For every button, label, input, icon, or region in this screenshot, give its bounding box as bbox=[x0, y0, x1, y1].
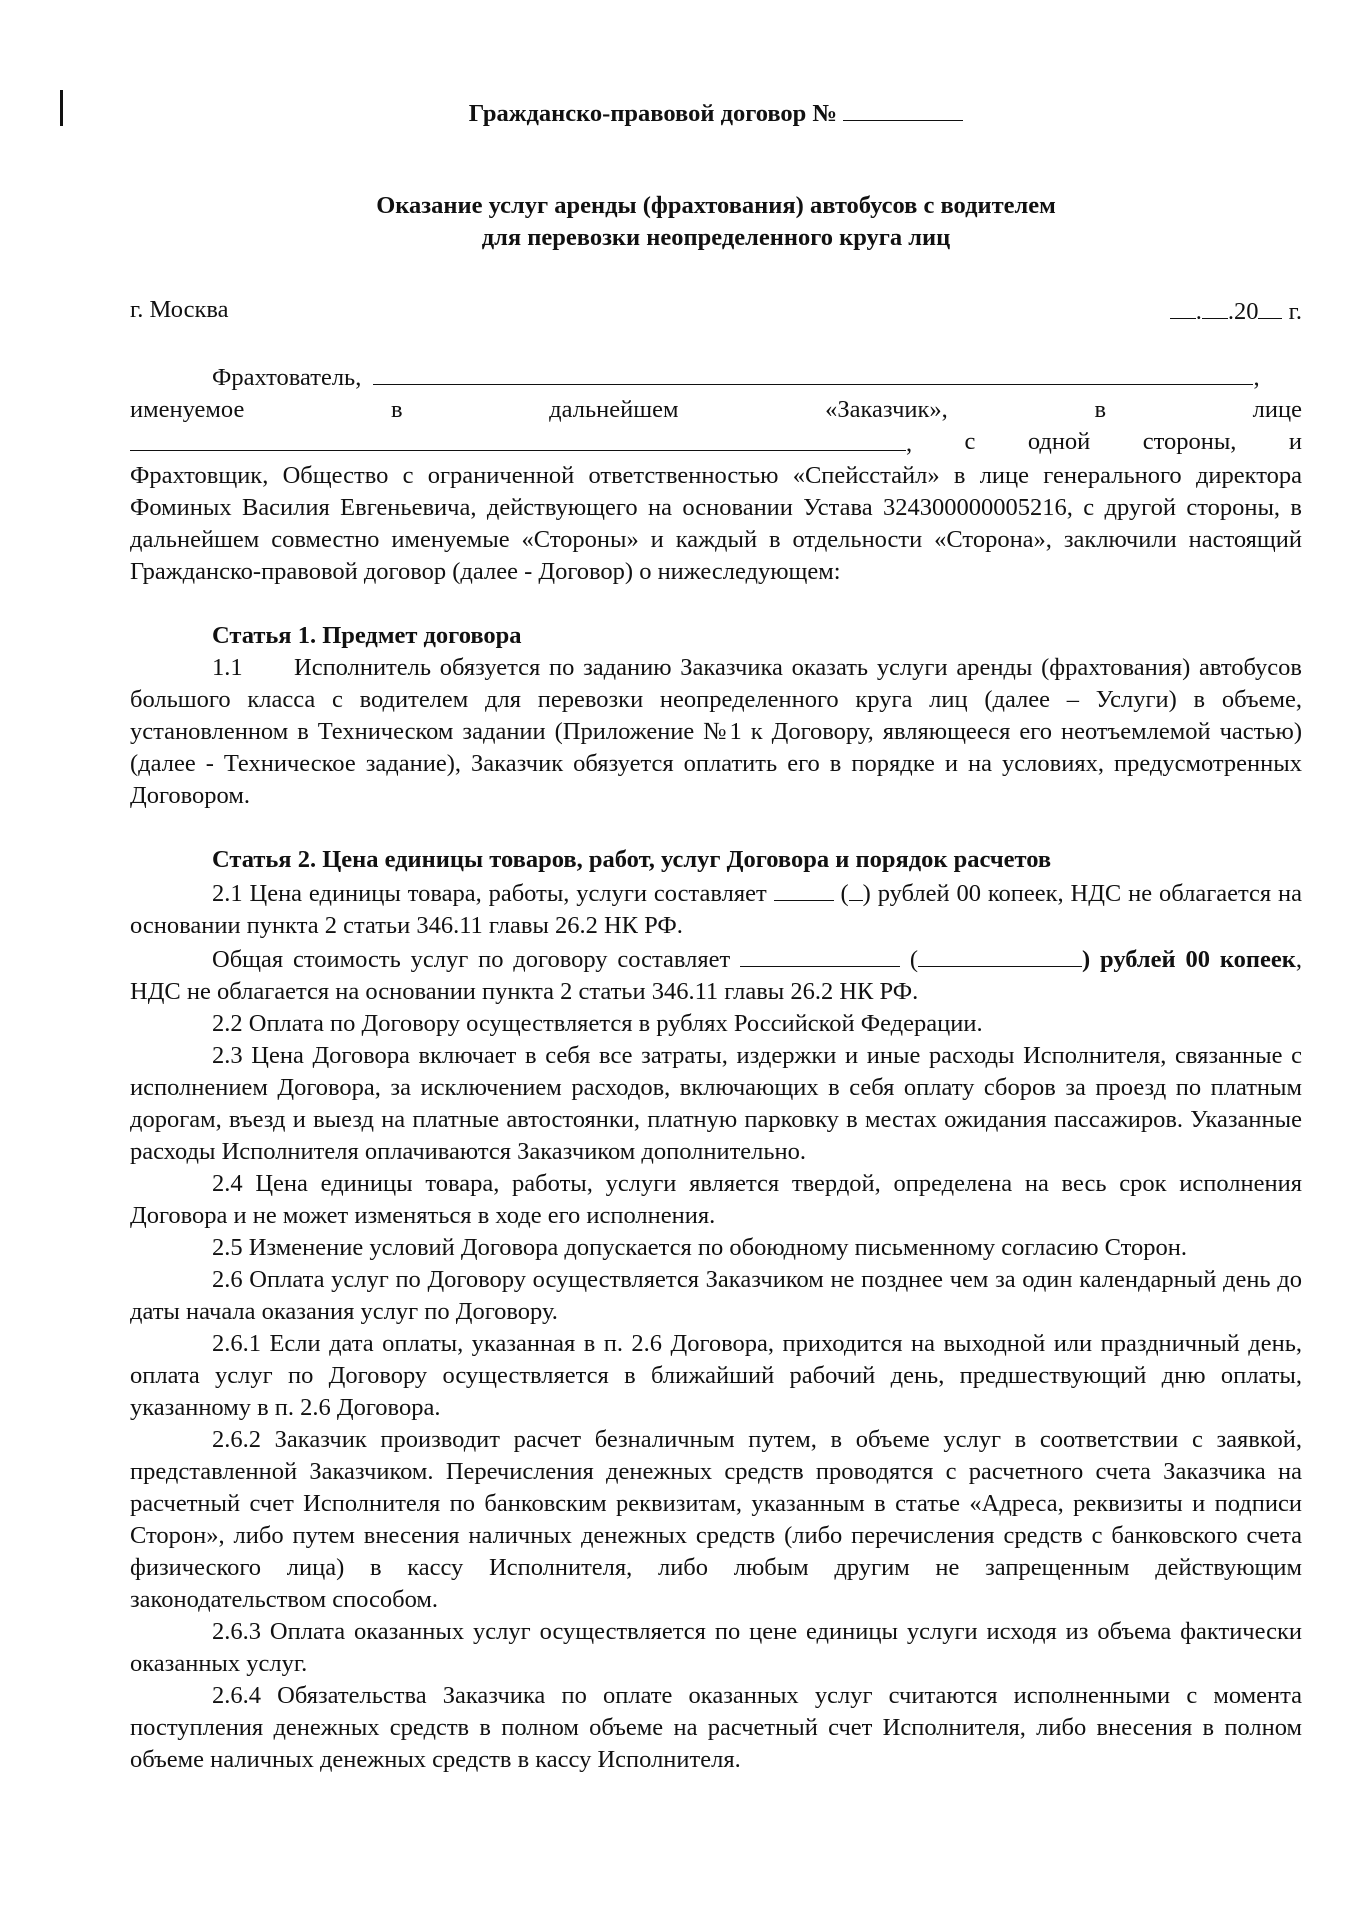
document-body bbox=[130, 96, 1302, 1776]
preamble-line-1: Фрахтователь, , bbox=[130, 360, 1302, 394]
clause-2-6-3: 2.6.3 Оплата оказанных услуг осуществляется по цене единицы услуги исходя из объема фактически оказанных услуг. bbox=[130, 1618, 1302, 1677]
date-day-blank[interactable] bbox=[1170, 294, 1196, 319]
clause-2-6-1: 2.6.1 Если дата оплаты, указанная в п. 2.6 Договора, приходится на выходной или праздничный день, оплата услуг по Договору осуществляется в ближайший рабочий день, предшествующий дню оплаты, указанному в п. 2.6 Договора. bbox=[130, 1330, 1302, 1421]
clause-2-5: 2.5 Изменение условий Договора допускается по обоюдному письменному согласию Сторон. bbox=[212, 1234, 1188, 1261]
preamble bbox=[130, 360, 1302, 588]
clause-2-6-4: 2.6.4 Обязательства Заказчика по оплате оказанных услуг считаются исполненными с момента поступления денежных средств в полном объеме на расчетный счет Исполнителя, либо внесения в полном объеме наличных денежных средств в кассу Исполнителя. bbox=[130, 1682, 1302, 1773]
clause-2-6: 2.6 Оплата услуг по Договору осуществляется Заказчиком не позднее чем за один календарный день до даты начала оказания услуг по Договору. bbox=[130, 1266, 1302, 1325]
clause-1-1: 1.1 Исполнитель обязуется по заданию Заказчика оказать услуги аренды (фрахтования) автобусов большого класса с водителем для перевозки неопределенного круга лиц (далее – Услуги) в объеме, установленном в Техническом задании (Приложение №1 к Договору, являющееся его неотъемлемой частью) (далее - Техническое задание), Заказчик обязуется оплатить его в порядке и на условиях, предусмотренных Договором. bbox=[130, 654, 1302, 809]
total-cost-blank[interactable] bbox=[740, 942, 900, 967]
clause-2-3: 2.3 Цена Договора включает в себя все затраты, издержки и иные расходы Исполнителя, связанные с исполнением Договора, за исключением расходов, включающих в себя оплату сборов за проезд по платным дорогам, въезд и выезд на платные автостоянки, платную парковку в местах ожидания пассажиров. Указанные расходы Исполнителя оплачиваются Заказчиком дополнительно. bbox=[130, 1042, 1302, 1165]
total-cost-words-blank[interactable] bbox=[918, 942, 1082, 967]
preamble-line-2: именуемое в дальнейшем «Заказчик», в лице bbox=[130, 396, 1302, 423]
total-cost: Общая стоимость услуг по договору составляет ( ) рублей 00 копеек, НДС не облагается на основании пункта 2 статьи 346.11 главы 26.2 НК РФ. bbox=[130, 942, 1302, 1008]
clause-2-1: 2.1 Цена единицы товара, работы, услуги составляет ( ) рублей 00 копеек, НДС не облагается на основании пункта 2 статьи 346.11 главы 26.2 НК РФ. bbox=[130, 876, 1302, 942]
charterer-name-blank[interactable] bbox=[373, 360, 1253, 385]
clause-2-6-2: 2.6.2 Заказчик производит расчет безналичным путем, в объеме услуг в соответствии с заявкой, представленной Заказчиком. Перечисления денежных средств проводятся с расчетного счета Заказчика на расчетный счет Исполнителя по банковским реквизитам, указанным в статье «Адреса, реквизиты и подписи Сторон», либо путем внесения наличных денежных средств (либо перечисления средств с банковского счета физического лица) в кассу Исполнителя, либо любым другим не запрещенным действующим законодательством способом. bbox=[130, 1426, 1302, 1613]
city: г. Москва bbox=[130, 296, 229, 323]
representative-name-blank[interactable] bbox=[130, 426, 906, 451]
article-2-heading: Статья 2. Цена единицы товаров, работ, услуг Договора и порядок расчетов bbox=[212, 846, 1052, 873]
text-cursor bbox=[60, 90, 63, 126]
preamble-parties: Фрахтовщик, Общество с ограниченной ответственностью «Спейсстайл» в лице генерального директора Фоминых Василия Евгеньевича, действующего на основании Устава 324300000005216, с другой стороны, в дальнейшем совместно именуемые «Стороны» и каждый в отдельности «Сторона», заключили настоящий Гражданско-правовой договор (далее - Договор) о нижеследующем: bbox=[130, 462, 1302, 585]
clause-2-4: 2.4 Цена единицы товара, работы, услуги является твердой, определена на весь срок исполнения Договора и не может изменяться в ходе его исполнения. bbox=[130, 1170, 1302, 1229]
unit-price-blank[interactable] bbox=[774, 876, 834, 901]
article-1-heading: Статья 1. Предмет договора bbox=[212, 622, 522, 649]
place-date-row bbox=[130, 294, 1302, 328]
contract-title: Гражданско-правовой договор № bbox=[130, 96, 1302, 130]
contract-subtitle: Оказание услуг аренды (фрахтования) автобусов с водителем для перевозки неопределенного круга лиц bbox=[376, 192, 1056, 251]
date-year-blank[interactable] bbox=[1258, 294, 1282, 319]
date-month-blank[interactable] bbox=[1202, 294, 1228, 319]
clause-2-2: 2.2 Оплата по Договору осуществляется в рублях Российской Федерации. bbox=[212, 1010, 983, 1037]
unit-price-words-blank[interactable] bbox=[849, 876, 863, 901]
contract-number-blank[interactable] bbox=[843, 96, 963, 121]
preamble-line-3: , с одной стороны, и bbox=[130, 426, 1302, 460]
contract-date: . .20 г. bbox=[1170, 294, 1302, 328]
